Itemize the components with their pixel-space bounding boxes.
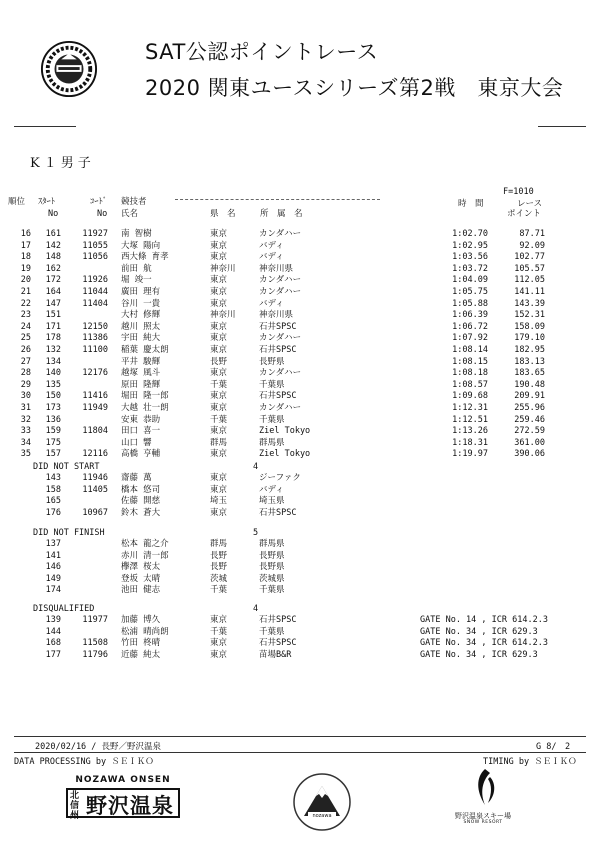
- col-start: ｽﾀｰﾄ: [38, 197, 56, 207]
- bib: 172: [45, 275, 61, 286]
- code: 11405: [82, 484, 108, 495]
- time: 1:02.70: [452, 229, 488, 239]
- bib: 149: [45, 573, 61, 584]
- bib: 135: [45, 379, 61, 390]
- timing-credit: TIMING by ＳＥＩＫＯ: [483, 757, 577, 767]
- race-points: 209.91: [514, 391, 545, 402]
- dnf-row: [0, 574, 600, 586]
- bib: 162: [45, 263, 61, 274]
- bib: 165: [45, 496, 61, 507]
- dsq-reason: GATE No. 34 , ICR 614.2.3: [420, 638, 548, 649]
- prefecture: 神奈川: [210, 263, 236, 274]
- rank: 35: [20, 449, 31, 460]
- race-points: 87.71: [519, 229, 545, 239]
- dnf-row: [0, 585, 600, 597]
- bib: 148: [45, 252, 61, 263]
- result-row: [0, 299, 600, 311]
- code: 11386: [82, 333, 108, 344]
- code: 12116: [82, 449, 108, 460]
- athlete-name: 赤川 清一郎: [121, 550, 169, 561]
- club: 千葉県: [259, 626, 285, 637]
- prefecture: 東京: [210, 286, 228, 297]
- prefecture: 東京: [210, 638, 228, 649]
- club: バディ: [259, 252, 284, 263]
- club: 石井SPSC: [259, 507, 297, 518]
- bib: 150: [45, 391, 61, 402]
- club: カンダハー: [259, 229, 302, 239]
- bib: 137: [45, 539, 61, 549]
- athlete-name: 佐藤 開慈: [121, 496, 161, 507]
- col-points: ポイント: [507, 209, 542, 219]
- race-points: 255.96: [514, 402, 545, 413]
- dnf-row: [0, 551, 600, 563]
- result-row: [0, 438, 600, 450]
- bib: 143: [45, 473, 61, 483]
- club: 石井SPSC: [259, 391, 297, 402]
- result-row: [0, 403, 600, 415]
- time: 1:07.92: [452, 333, 488, 344]
- code: 11804: [82, 426, 108, 437]
- page-title: SAT公認ポイントレース: [145, 40, 379, 64]
- result-row: [0, 310, 600, 322]
- dnf-section: [0, 527, 600, 597]
- prefecture: 東京: [210, 449, 228, 460]
- col-name: 氏名: [121, 209, 139, 219]
- resort-name: 野沢温泉スキー場: [455, 812, 511, 820]
- prefecture: 東京: [210, 252, 228, 263]
- club: 苗場B&R: [259, 649, 292, 660]
- athlete-name: 廣田 理有: [121, 286, 161, 297]
- athlete-name: 加藤 博久: [121, 615, 161, 625]
- col-competitor: 競技者: [121, 197, 147, 207]
- prefecture: 東京: [210, 473, 228, 483]
- club: カンダハー: [259, 275, 302, 286]
- race-points: 259.46: [514, 414, 545, 425]
- time: 1:08.57: [452, 379, 488, 390]
- result-row: [0, 391, 600, 403]
- bib: 146: [45, 562, 61, 573]
- rank: 24: [20, 321, 31, 332]
- athlete-name: 竹田 柊晴: [121, 638, 161, 649]
- result-row: [0, 229, 600, 241]
- athlete-name: 前田 航: [121, 263, 152, 274]
- col-start-no: No: [48, 209, 59, 219]
- time: 1:08.14: [452, 344, 488, 355]
- col-time: 時 間: [458, 199, 484, 209]
- bib: 136: [45, 414, 61, 425]
- prefecture: 東京: [210, 507, 228, 518]
- club: バディ: [259, 484, 284, 495]
- race-points: 102.77: [514, 252, 545, 263]
- code: 11404: [82, 298, 108, 309]
- rank: 25: [20, 333, 31, 344]
- nozawa-main: 野沢温泉: [86, 793, 174, 818]
- bib: 144: [45, 626, 61, 637]
- code: 11508: [82, 638, 108, 649]
- bib: 164: [45, 286, 61, 297]
- bib: 132: [45, 344, 61, 355]
- race-points: 152.31: [514, 310, 545, 321]
- time: 1:12.51: [452, 414, 488, 425]
- prefecture: 東京: [210, 391, 228, 402]
- time: 1:08.15: [452, 356, 488, 367]
- club: バディ: [259, 298, 284, 309]
- athlete-name: 越川 照太: [121, 321, 161, 332]
- result-row: [0, 287, 600, 299]
- dns-section: [0, 461, 600, 519]
- athlete-name: 安東 恭助: [121, 414, 161, 425]
- club: ジーファク: [259, 473, 301, 483]
- rank: 18: [20, 252, 31, 263]
- bib: 134: [45, 356, 61, 367]
- dsq-row: [0, 638, 600, 650]
- athlete-name: 近藤 純太: [121, 649, 161, 660]
- club: カンダハー: [259, 333, 302, 344]
- prefecture: 東京: [210, 615, 228, 625]
- athlete-name: 堀田 隆一郎: [121, 391, 169, 402]
- bib: 158: [45, 484, 61, 495]
- rank: 34: [20, 437, 31, 448]
- athlete-name: 登坂 太晴: [121, 573, 161, 584]
- rank: 22: [20, 298, 31, 309]
- col-pref: 県 名: [210, 209, 236, 219]
- bib: 171: [45, 321, 61, 332]
- race-points: 390.06: [514, 449, 545, 460]
- bib: 140: [45, 368, 61, 379]
- result-row: [0, 357, 600, 369]
- dns-row: [0, 508, 600, 520]
- athlete-name: 橋本 悠司: [121, 484, 161, 495]
- nozawa-onsen-logo: [64, 775, 182, 819]
- prefecture: 東京: [210, 333, 228, 344]
- time: 1:03.56: [452, 252, 488, 263]
- club: 群馬県: [259, 437, 285, 448]
- club: 石井SPSC: [259, 321, 297, 332]
- time: 1:06.39: [452, 310, 488, 321]
- prefecture: 東京: [210, 229, 228, 239]
- rank: 16: [20, 229, 31, 239]
- prefecture: 東京: [210, 649, 228, 660]
- bib: 139: [45, 615, 61, 625]
- code: 11949: [82, 402, 108, 413]
- club: カンダハー: [259, 286, 302, 297]
- athlete-name: 高橋 亨輔: [121, 449, 161, 460]
- code: 11946: [82, 473, 108, 483]
- page-number: G 8/ 2: [536, 742, 571, 752]
- race-points: 361.00: [514, 437, 545, 448]
- athlete-name: 宇田 純大: [121, 333, 161, 344]
- athlete-name: 山口 響: [121, 437, 152, 448]
- dsq-count: 4: [253, 604, 259, 614]
- bib: 177: [45, 649, 61, 660]
- prefecture: 東京: [210, 298, 228, 309]
- club-word: nozawa: [312, 813, 332, 819]
- code: 11044: [82, 286, 108, 297]
- bib: 141: [45, 550, 61, 561]
- result-row: [0, 322, 600, 334]
- rank: 17: [20, 240, 31, 251]
- club: 石井SPSC: [259, 344, 297, 355]
- club: 神奈川県: [259, 263, 294, 274]
- dns-row: [0, 496, 600, 508]
- event-title: 2020 関東ユースシリーズ第2戦 東京大会: [145, 76, 564, 100]
- rank: 27: [20, 356, 31, 367]
- club: 神奈川県: [259, 310, 294, 321]
- code: 11926: [82, 275, 108, 286]
- race-points: 158.09: [514, 321, 545, 332]
- f-value: F=1010: [503, 187, 534, 197]
- rank: 33: [20, 426, 31, 437]
- data-processing: DATA PROCESSING by ＳＥＩＫＯ: [14, 757, 154, 767]
- sat-emblem-icon: [40, 40, 98, 98]
- club: Ziel Tokyo: [259, 449, 311, 460]
- bib: 175: [45, 437, 61, 448]
- dsq-row: [0, 650, 600, 662]
- race-points: 105.57: [514, 263, 545, 274]
- dsq-heading: [0, 603, 600, 615]
- athlete-name: 田口 喜一: [121, 426, 161, 437]
- club: 長野県: [259, 550, 285, 561]
- race-points: 112.05: [514, 275, 545, 286]
- athlete-name: 平井 駿輝: [121, 356, 161, 367]
- club: 茨城県: [259, 573, 285, 584]
- dnf-label: DID NOT FINISH: [33, 528, 105, 538]
- bib: 173: [45, 402, 61, 413]
- header-rule-left: [14, 126, 76, 127]
- athlete-name: 齋藤 萬: [121, 473, 152, 483]
- result-row: [0, 333, 600, 345]
- bib: 176: [45, 507, 61, 518]
- bib: 168: [45, 638, 61, 649]
- code: 11977: [82, 615, 108, 625]
- athlete-name: 鈴木 蒼大: [121, 507, 161, 518]
- rank: 31: [20, 402, 31, 413]
- prefecture: 埼玉: [210, 496, 228, 507]
- category-label: K１男子: [30, 156, 95, 171]
- dsq-reason: GATE No. 34 , ICR 629.3: [420, 626, 538, 637]
- nozawa-brand: NOZAWA ONSEN: [75, 775, 171, 785]
- dsq-label: DISQUALIFIED: [33, 604, 95, 614]
- bib: 147: [45, 298, 61, 309]
- dsq-reason: GATE No. 34 , ICR 629.3: [420, 649, 538, 660]
- code: 11796: [82, 649, 108, 660]
- resort-sub: SNOW RESORT: [463, 820, 503, 825]
- race-points: 182.95: [514, 344, 545, 355]
- race-points: 183.13: [514, 356, 545, 367]
- race-points: 92.09: [519, 240, 545, 251]
- result-row: [0, 252, 600, 264]
- result-row: [0, 275, 600, 287]
- dsq-section: [0, 603, 600, 661]
- result-row: [0, 380, 600, 392]
- result-row: [0, 264, 600, 276]
- race-points: 141.11: [514, 286, 545, 297]
- athlete-name: 西大條 育孝: [121, 252, 169, 263]
- dsq-row: [0, 627, 600, 639]
- footer-rule-bottom: [14, 752, 586, 753]
- prefecture: 神奈川: [210, 310, 236, 321]
- dnf-row: [0, 562, 600, 574]
- result-row: [0, 241, 600, 253]
- race-points: 183.65: [514, 368, 545, 379]
- club: 石井SPSC: [259, 638, 297, 649]
- prefecture: 東京: [210, 240, 228, 251]
- prefecture: 東京: [210, 321, 228, 332]
- prefecture: 千葉: [210, 379, 228, 390]
- prefecture: 東京: [210, 275, 228, 286]
- prefecture: 東京: [210, 344, 228, 355]
- bib: 159: [45, 426, 61, 437]
- athlete-name: 越塚 風斗: [121, 368, 161, 379]
- header-dashed-rule: [175, 199, 380, 200]
- club: 千葉県: [259, 585, 285, 596]
- resort-mark-icon: [470, 767, 500, 807]
- rank: 32: [20, 414, 31, 425]
- rank: 28: [20, 368, 31, 379]
- time: 1:05.88: [452, 298, 488, 309]
- dsq-row: [0, 615, 600, 627]
- rank: 30: [20, 391, 31, 402]
- time: 1:09.68: [452, 391, 488, 402]
- prefecture: 群馬: [210, 437, 228, 448]
- dns-row: [0, 485, 600, 497]
- rank: 29: [20, 379, 31, 390]
- club: バディ: [259, 240, 284, 251]
- bib: 142: [45, 240, 61, 251]
- prefecture: 東京: [210, 402, 228, 413]
- results-table: [0, 229, 600, 461]
- date-place: 2020/02/16 / 長野／野沢温泉: [35, 742, 162, 752]
- dns-label: DID NOT START: [33, 462, 100, 472]
- result-row: [0, 415, 600, 427]
- time: 1:03.72: [452, 263, 488, 274]
- dns-count: 4: [253, 462, 259, 472]
- col-code: ｺｰﾄﾞ: [90, 197, 108, 207]
- dns-heading: [0, 461, 600, 473]
- club: カンダハー: [259, 402, 302, 413]
- rank: 19: [20, 263, 31, 274]
- nozawa-sub: 北信州: [70, 791, 80, 821]
- code: 11056: [82, 252, 108, 263]
- race-points: 179.10: [514, 333, 545, 344]
- dnf-row: [0, 539, 600, 551]
- rank: 20: [20, 275, 31, 286]
- ski-club-logo-icon: [292, 772, 352, 832]
- footer-rule-top: [14, 736, 586, 737]
- rank: 26: [20, 344, 31, 355]
- bib: 174: [45, 585, 61, 596]
- col-race: レース: [517, 199, 543, 209]
- time: 1:08.18: [452, 368, 488, 379]
- athlete-name: 欅澤 桜太: [121, 562, 161, 573]
- rank: 21: [20, 286, 31, 297]
- club: Ziel Tokyo: [259, 426, 311, 437]
- result-row: [0, 368, 600, 380]
- club: 群馬県: [259, 539, 285, 549]
- prefecture: 東京: [210, 426, 228, 437]
- rank: 23: [20, 310, 31, 321]
- result-row: [0, 345, 600, 357]
- club: 長野県: [259, 562, 285, 573]
- col-code-no: No: [97, 209, 108, 219]
- athlete-name: 大塚 陽向: [121, 240, 161, 251]
- club: 石井SPSC: [259, 615, 297, 625]
- prefecture: 長野: [210, 550, 228, 561]
- code: 12150: [82, 321, 108, 332]
- prefecture: 長野: [210, 356, 228, 367]
- time: 1:06.72: [452, 321, 488, 332]
- dnf-heading: [0, 527, 600, 539]
- athlete-name: 原田 隆輝: [121, 379, 161, 390]
- race-points: 190.48: [514, 379, 545, 390]
- bib: 157: [45, 449, 61, 460]
- header-rule-right: [538, 126, 586, 127]
- dns-row: [0, 473, 600, 485]
- time: 1:18.31: [452, 437, 488, 448]
- code: 11927: [82, 229, 108, 239]
- code: 12176: [82, 368, 108, 379]
- prefecture: 東京: [210, 484, 228, 495]
- athlete-name: 谷川 一貴: [121, 298, 161, 309]
- bib: 178: [45, 333, 61, 344]
- col-rank: 順位: [8, 197, 26, 207]
- code: 11055: [82, 240, 108, 251]
- result-row: [0, 449, 600, 461]
- dnf-count: 5: [253, 528, 259, 538]
- athlete-name: 大越 壮一朗: [121, 402, 169, 413]
- result-row: [0, 426, 600, 438]
- prefecture: 東京: [210, 368, 228, 379]
- club: 長野県: [259, 356, 285, 367]
- club: カンダハー: [259, 368, 302, 379]
- race-points: 272.59: [514, 426, 545, 437]
- prefecture: 千葉: [210, 585, 228, 596]
- race-points: 143.39: [514, 298, 545, 309]
- athlete-name: 大村 修輝: [121, 310, 161, 321]
- athlete-name: 稲葉 慶太朗: [121, 344, 169, 355]
- prefecture: 千葉: [210, 626, 228, 637]
- bib: 151: [45, 310, 61, 321]
- code: 11416: [82, 391, 108, 402]
- time: 1:02.95: [452, 240, 488, 251]
- time: 1:12.31: [452, 402, 488, 413]
- athlete-name: 池田 健志: [121, 585, 161, 596]
- prefecture: 茨城: [210, 573, 228, 584]
- snow-resort-logo: [448, 767, 518, 827]
- time: 1:19.97: [452, 449, 488, 460]
- club: 千葉県: [259, 379, 285, 390]
- athlete-name: 松浦 晴尚朗: [121, 626, 169, 637]
- athlete-name: 南 智樹: [121, 229, 152, 239]
- time: 1:05.75: [452, 286, 488, 297]
- time: 1:04.09: [452, 275, 488, 286]
- prefecture: 群馬: [210, 539, 228, 549]
- col-club: 所 属 名: [260, 209, 303, 219]
- club: 埼玉県: [259, 496, 285, 507]
- code: 11100: [82, 344, 108, 355]
- club: 千葉県: [259, 414, 285, 425]
- time: 1:13.26: [452, 426, 488, 437]
- code: 10967: [82, 507, 108, 518]
- athlete-name: 堀 竣一: [121, 275, 152, 286]
- prefecture: 長野: [210, 562, 228, 573]
- bib: 161: [45, 229, 61, 239]
- dsq-reason: GATE No. 14 , ICR 614.2.3: [420, 615, 548, 625]
- athlete-name: 松本 龍之介: [121, 539, 169, 549]
- prefecture: 千葉: [210, 414, 228, 425]
